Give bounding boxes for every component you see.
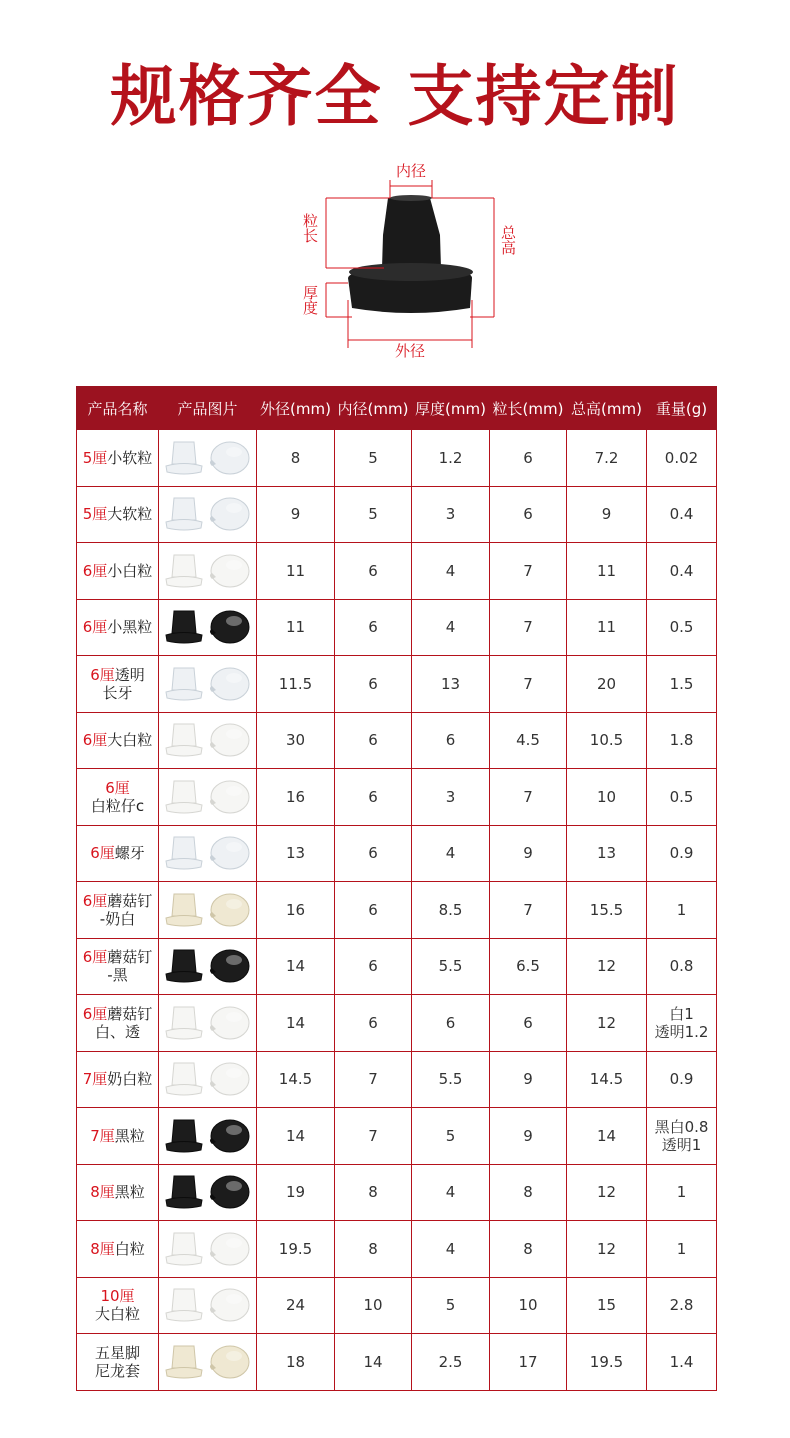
outer-diameter-cell: 24 bbox=[257, 1277, 335, 1334]
weight-value: 2.8 bbox=[669, 1296, 694, 1315]
stem-length-cell: 6 bbox=[490, 995, 567, 1052]
product-name-line1 bbox=[77, 1240, 158, 1258]
product-name-line1 bbox=[77, 666, 158, 684]
inner-diameter-cell: 5 bbox=[335, 430, 412, 487]
product-name-cell bbox=[77, 656, 159, 713]
weight-value: 0.9 bbox=[669, 844, 694, 863]
weight-cell bbox=[647, 430, 717, 487]
product-name-cell bbox=[77, 486, 159, 543]
product-size: 6厘 bbox=[82, 561, 108, 580]
outer-diameter-cell: 14.5 bbox=[257, 1051, 335, 1108]
weight-cell bbox=[647, 1221, 717, 1278]
outer-diameter-cell: 30 bbox=[257, 712, 335, 769]
weight-cell bbox=[647, 938, 717, 995]
product-name-line1 bbox=[77, 449, 158, 467]
inner-diameter-cell: 6 bbox=[335, 543, 412, 600]
stem-length-cell: 6.5 bbox=[490, 938, 567, 995]
product-image-cell bbox=[159, 712, 257, 769]
inner-diameter-cell: 5 bbox=[335, 486, 412, 543]
product-name: 蘑菇钉 bbox=[107, 1004, 153, 1023]
product-name: 奶白粒 bbox=[107, 1070, 153, 1089]
product-name-cell bbox=[77, 430, 159, 487]
product-thumbnail bbox=[162, 1057, 254, 1101]
total-height-cell: 14.5 bbox=[567, 1051, 647, 1108]
product-name-line1 bbox=[77, 1005, 158, 1023]
product-name: 白粒 bbox=[114, 1239, 145, 1258]
weight-cell bbox=[647, 543, 717, 600]
thickness-cell: 2.5 bbox=[412, 1334, 490, 1391]
product-thumbnail bbox=[162, 1001, 254, 1045]
product-size: 6厘 bbox=[82, 618, 108, 637]
weight-cell bbox=[647, 712, 717, 769]
product-name-cell bbox=[77, 543, 159, 600]
table-row bbox=[77, 938, 717, 995]
product-name-line2: 大白粒 bbox=[94, 1305, 140, 1324]
weight-value: 0.02 bbox=[664, 448, 699, 467]
outer-diameter-cell: 14 bbox=[257, 995, 335, 1052]
product-name-line2: 尼龙套 bbox=[94, 1361, 140, 1380]
product-name: 黑粒 bbox=[114, 1183, 145, 1202]
weight-value: 0.4 bbox=[669, 561, 694, 580]
outer-diameter-cell: 18 bbox=[257, 1334, 335, 1391]
product-name-line1 bbox=[77, 1287, 158, 1305]
product-image-cell bbox=[159, 882, 257, 939]
product-image-cell bbox=[159, 938, 257, 995]
product-size: 7厘 bbox=[90, 1126, 115, 1145]
table-row bbox=[77, 430, 717, 487]
product-image-cell bbox=[159, 486, 257, 543]
product-name-line2: 长牙 bbox=[102, 683, 133, 702]
product-name-cell bbox=[77, 1108, 159, 1165]
label-thickness: 厚度 bbox=[301, 285, 319, 315]
label-total-height: 总高 bbox=[499, 225, 517, 255]
stem-length-cell: 6 bbox=[490, 430, 567, 487]
total-height-cell: 12 bbox=[567, 995, 647, 1052]
product-name-line1 bbox=[77, 892, 158, 910]
inner-diameter-cell: 6 bbox=[335, 882, 412, 939]
product-size: 6厘 bbox=[82, 948, 108, 967]
product-name-line1 bbox=[77, 844, 158, 862]
stem-length-cell: 7 bbox=[490, 543, 567, 600]
weight-cell bbox=[647, 656, 717, 713]
stem-length-cell: 7 bbox=[490, 882, 567, 939]
product-name-cell bbox=[77, 825, 159, 882]
product-name-line2: 白、透 bbox=[94, 1022, 140, 1041]
product-name-line1 bbox=[77, 1070, 158, 1088]
total-height-cell: 9 bbox=[567, 486, 647, 543]
weight-cell bbox=[647, 1051, 717, 1108]
page-headline: 规格齐全 支持定制 bbox=[110, 58, 680, 135]
stem-length-cell: 6 bbox=[490, 486, 567, 543]
product-image-cell bbox=[159, 769, 257, 826]
product-thumbnail bbox=[162, 718, 254, 762]
inner-diameter-cell: 8 bbox=[335, 1164, 412, 1221]
header-weight: 重量(g) bbox=[647, 387, 717, 430]
weight-cell bbox=[647, 825, 717, 882]
product-name-line1 bbox=[77, 618, 158, 636]
thickness-cell: 5.5 bbox=[412, 1051, 490, 1108]
product-image-cell bbox=[159, 995, 257, 1052]
weight-value: 1 bbox=[676, 1239, 687, 1258]
total-height-cell: 10.5 bbox=[567, 712, 647, 769]
product-name-cell bbox=[77, 938, 159, 995]
table-row bbox=[77, 543, 717, 600]
inner-diameter-cell: 6 bbox=[335, 769, 412, 826]
product-name-cell bbox=[77, 1051, 159, 1108]
product-size: 8厘 bbox=[90, 1183, 115, 1202]
table-row bbox=[77, 599, 717, 656]
inner-diameter-cell: 8 bbox=[335, 1221, 412, 1278]
outer-diameter-cell: 19.5 bbox=[257, 1221, 335, 1278]
product-name-cell bbox=[77, 769, 159, 826]
inner-diameter-cell: 7 bbox=[335, 1108, 412, 1165]
product-thumbnail bbox=[162, 1227, 254, 1271]
product-name-cell bbox=[77, 1334, 159, 1391]
inner-diameter-cell: 6 bbox=[335, 656, 412, 713]
product-thumbnail bbox=[162, 1283, 254, 1327]
weight-cell bbox=[647, 1277, 717, 1334]
total-height-cell: 11 bbox=[567, 543, 647, 600]
header-outer: 外径(mm) bbox=[257, 387, 335, 430]
stem-length-cell: 10 bbox=[490, 1277, 567, 1334]
outer-diameter-cell: 8 bbox=[257, 430, 335, 487]
product-name-cell bbox=[77, 1277, 159, 1334]
product-name: 小黑粒 bbox=[107, 618, 153, 637]
total-height-cell: 15 bbox=[567, 1277, 647, 1334]
stem-length-cell: 7 bbox=[490, 656, 567, 713]
product-name: 大软粒 bbox=[107, 505, 153, 524]
stem-length-cell: 8 bbox=[490, 1164, 567, 1221]
table-row bbox=[77, 1108, 717, 1165]
product-image-cell bbox=[159, 599, 257, 656]
product-image-cell bbox=[159, 1051, 257, 1108]
total-height-cell: 13 bbox=[567, 825, 647, 882]
weight-cell bbox=[647, 1164, 717, 1221]
table-row bbox=[77, 1277, 717, 1334]
outer-diameter-cell: 14 bbox=[257, 1108, 335, 1165]
stem-length-cell: 8 bbox=[490, 1221, 567, 1278]
product-name: 螺牙 bbox=[114, 844, 145, 863]
inner-diameter-cell: 10 bbox=[335, 1277, 412, 1334]
total-height-cell: 14 bbox=[567, 1108, 647, 1165]
table-row bbox=[77, 882, 717, 939]
product-thumbnail bbox=[162, 549, 254, 593]
product-thumbnail bbox=[162, 831, 254, 875]
table-row bbox=[77, 1334, 717, 1391]
product-size: 6厘 bbox=[90, 844, 115, 863]
product-size: 6厘 bbox=[90, 665, 115, 684]
stem-length-cell: 7 bbox=[490, 599, 567, 656]
header-height: 总高(mm) bbox=[567, 387, 647, 430]
weight-cell bbox=[647, 1334, 717, 1391]
outer-diameter-cell: 19 bbox=[257, 1164, 335, 1221]
product-image-cell bbox=[159, 1334, 257, 1391]
product-name: 五星脚 bbox=[94, 1343, 140, 1362]
total-height-cell: 10 bbox=[567, 769, 647, 826]
product-name-line1 bbox=[77, 1344, 158, 1362]
product-size: 10厘 bbox=[100, 1287, 135, 1306]
thickness-cell: 4 bbox=[412, 1164, 490, 1221]
inner-diameter-cell: 14 bbox=[335, 1334, 412, 1391]
product-image-cell bbox=[159, 1277, 257, 1334]
weight-cell bbox=[647, 995, 717, 1052]
stem-length-cell: 9 bbox=[490, 1051, 567, 1108]
weight-value: 0.4 bbox=[669, 505, 694, 524]
product-thumbnail bbox=[162, 944, 254, 988]
weight-cell bbox=[647, 769, 717, 826]
table-row bbox=[77, 712, 717, 769]
product-name-line1 bbox=[77, 1183, 158, 1201]
weight-value: 0.5 bbox=[669, 618, 694, 637]
product-image-cell bbox=[159, 1108, 257, 1165]
product-size: 6厘 bbox=[82, 731, 108, 750]
header-length: 粒长(mm) bbox=[490, 387, 567, 430]
product-name-line2: 白粒仔c bbox=[90, 796, 145, 815]
product-name: 蘑菇钉 bbox=[107, 948, 153, 967]
product-size: 5厘 bbox=[82, 505, 108, 524]
stem-length-cell: 17 bbox=[490, 1334, 567, 1391]
weight-value: 1.4 bbox=[669, 1352, 694, 1371]
weight-value: 0.8 bbox=[669, 957, 694, 976]
thickness-cell: 5 bbox=[412, 1277, 490, 1334]
product-image-cell bbox=[159, 430, 257, 487]
table-body bbox=[77, 430, 717, 1391]
product-name-cell bbox=[77, 1221, 159, 1278]
inner-diameter-cell: 6 bbox=[335, 712, 412, 769]
thickness-cell: 4 bbox=[412, 825, 490, 882]
weight-value-alt: 透明1 bbox=[661, 1135, 702, 1154]
label-outer-diameter: 外径 bbox=[394, 342, 426, 360]
table-row bbox=[77, 1051, 717, 1108]
table-row bbox=[77, 1221, 717, 1278]
total-height-cell: 11 bbox=[567, 599, 647, 656]
table-row bbox=[77, 825, 717, 882]
outer-diameter-cell: 11.5 bbox=[257, 656, 335, 713]
product-name-line1 bbox=[77, 562, 158, 580]
product-image-cell bbox=[159, 543, 257, 600]
weight-value: 1 bbox=[676, 1183, 687, 1202]
spec-table bbox=[76, 386, 717, 1391]
product-thumbnail bbox=[162, 436, 254, 480]
outer-diameter-cell: 14 bbox=[257, 938, 335, 995]
product-thumbnail bbox=[162, 888, 254, 932]
product-name-cell bbox=[77, 882, 159, 939]
product-name-line1 bbox=[77, 505, 158, 523]
product-size: 6厘 bbox=[105, 778, 130, 797]
thickness-cell: 8.5 bbox=[412, 882, 490, 939]
weight-value: 0.5 bbox=[669, 787, 694, 806]
outer-diameter-cell: 11 bbox=[257, 599, 335, 656]
outer-diameter-cell: 13 bbox=[257, 825, 335, 882]
header-inner: 内径(mm) bbox=[335, 387, 412, 430]
product-name-line2: -黑 bbox=[107, 966, 128, 985]
thickness-cell: 5 bbox=[412, 1108, 490, 1165]
total-height-cell: 15.5 bbox=[567, 882, 647, 939]
weight-value: 1 bbox=[676, 900, 687, 919]
table-row bbox=[77, 1164, 717, 1221]
table-row bbox=[77, 995, 717, 1052]
thickness-cell: 1.2 bbox=[412, 430, 490, 487]
product-size: 8厘 bbox=[90, 1239, 115, 1258]
dimension-diagram bbox=[280, 150, 520, 370]
product-image-cell bbox=[159, 1164, 257, 1221]
bumper-silhouette bbox=[348, 195, 473, 313]
inner-diameter-cell: 6 bbox=[335, 938, 412, 995]
product-size: 6厘 bbox=[82, 891, 108, 910]
product-image-cell bbox=[159, 825, 257, 882]
outer-diameter-cell: 16 bbox=[257, 882, 335, 939]
product-thumbnail bbox=[162, 775, 254, 819]
product-thumbnail bbox=[162, 662, 254, 706]
weight-value: 黑白0.8 bbox=[654, 1117, 709, 1136]
product-name: 小软粒 bbox=[107, 448, 153, 467]
table-row bbox=[77, 769, 717, 826]
product-thumbnail bbox=[162, 1114, 254, 1158]
thickness-cell: 3 bbox=[412, 486, 490, 543]
inner-diameter-cell: 6 bbox=[335, 599, 412, 656]
stem-length-cell: 7 bbox=[490, 769, 567, 826]
product-size: 7厘 bbox=[82, 1070, 108, 1089]
stem-length-cell: 4.5 bbox=[490, 712, 567, 769]
thickness-cell: 4 bbox=[412, 1221, 490, 1278]
header-image: 产品图片 bbox=[159, 387, 257, 430]
product-name-cell bbox=[77, 599, 159, 656]
label-stem-length: 粒长 bbox=[301, 213, 319, 243]
outer-diameter-cell: 16 bbox=[257, 769, 335, 826]
product-name: 黑粒 bbox=[114, 1126, 145, 1145]
total-height-cell: 7.2 bbox=[567, 430, 647, 487]
product-thumbnail bbox=[162, 1170, 254, 1214]
thickness-cell: 4 bbox=[412, 599, 490, 656]
product-thumbnail bbox=[162, 1340, 254, 1384]
weight-cell bbox=[647, 486, 717, 543]
weight-cell bbox=[647, 1108, 717, 1165]
total-height-cell: 19.5 bbox=[567, 1334, 647, 1391]
product-name-line2: -奶白 bbox=[99, 909, 136, 928]
product-size: 5厘 bbox=[82, 448, 108, 467]
thickness-cell: 5.5 bbox=[412, 938, 490, 995]
product-image-cell bbox=[159, 656, 257, 713]
total-height-cell: 12 bbox=[567, 938, 647, 995]
inner-diameter-cell: 7 bbox=[335, 1051, 412, 1108]
thickness-cell: 6 bbox=[412, 712, 490, 769]
product-name: 透明 bbox=[114, 665, 145, 684]
weight-value: 0.9 bbox=[669, 1070, 694, 1089]
product-name-cell bbox=[77, 1164, 159, 1221]
product-name-cell bbox=[77, 712, 159, 769]
product-name-line1 bbox=[77, 1127, 158, 1145]
inner-diameter-cell: 6 bbox=[335, 995, 412, 1052]
product-name: 小白粒 bbox=[107, 561, 153, 580]
label-inner-diameter: 内径 bbox=[395, 162, 427, 180]
table-row bbox=[77, 656, 717, 713]
product-thumbnail bbox=[162, 605, 254, 649]
weight-value: 1.8 bbox=[669, 731, 694, 750]
weight-value: 白1 bbox=[669, 1004, 694, 1023]
header-thickness: 厚度(mm) bbox=[412, 387, 490, 430]
outer-diameter-cell: 9 bbox=[257, 486, 335, 543]
inner-diameter-cell: 6 bbox=[335, 825, 412, 882]
thickness-cell: 6 bbox=[412, 995, 490, 1052]
stem-length-cell: 9 bbox=[490, 825, 567, 882]
product-name-line1 bbox=[77, 731, 158, 749]
thickness-cell: 13 bbox=[412, 656, 490, 713]
outer-diameter-cell: 11 bbox=[257, 543, 335, 600]
product-image-cell bbox=[159, 1221, 257, 1278]
weight-value-alt: 透明1.2 bbox=[654, 1022, 709, 1041]
table-row bbox=[77, 486, 717, 543]
thickness-cell: 3 bbox=[412, 769, 490, 826]
thickness-cell: 4 bbox=[412, 543, 490, 600]
product-name-line1 bbox=[77, 779, 158, 797]
product-name: 大白粒 bbox=[107, 731, 153, 750]
total-height-cell: 20 bbox=[567, 656, 647, 713]
table-header-row bbox=[77, 387, 717, 430]
total-height-cell: 12 bbox=[567, 1164, 647, 1221]
weight-cell bbox=[647, 882, 717, 939]
weight-cell bbox=[647, 599, 717, 656]
stem-length-cell: 9 bbox=[490, 1108, 567, 1165]
product-size: 6厘 bbox=[82, 1004, 108, 1023]
product-thumbnail bbox=[162, 492, 254, 536]
total-height-cell: 12 bbox=[567, 1221, 647, 1278]
product-name-cell bbox=[77, 995, 159, 1052]
header-name: 产品名称 bbox=[77, 387, 159, 430]
product-name: 蘑菇钉 bbox=[107, 891, 153, 910]
weight-value: 1.5 bbox=[669, 674, 694, 693]
product-name-line1 bbox=[77, 948, 158, 966]
